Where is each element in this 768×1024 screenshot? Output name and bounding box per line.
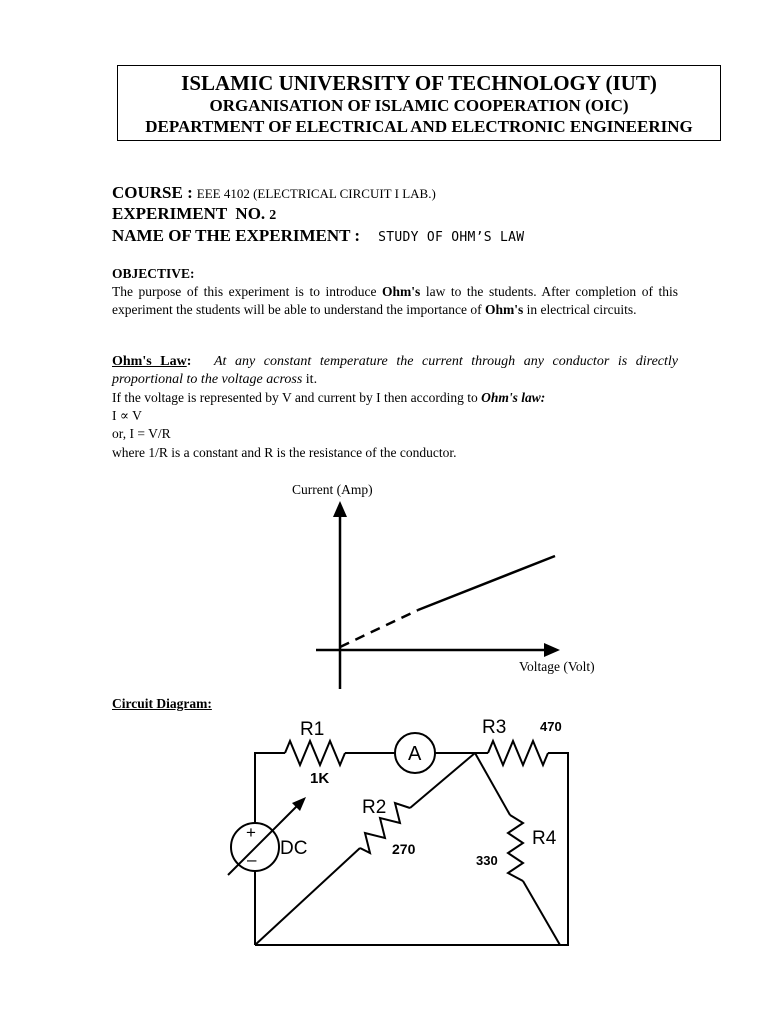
objective-text-1: The purpose of this experiment is to introduce xyxy=(112,284,383,299)
objective-bold-1: Ohm's xyxy=(382,284,421,299)
minus-sign: – xyxy=(247,850,257,869)
y-axis-arrow xyxy=(333,501,347,517)
ammeter-label: A xyxy=(408,743,422,765)
objective-text-2: law to the students. After completion of this experiment the students will be able to understand the importance of xyxy=(112,284,678,317)
circuit-heading: Circuit Diagram: xyxy=(112,696,212,711)
r1-label: R1 xyxy=(300,719,325,740)
objective-paragraph xyxy=(112,283,678,319)
circuit-diagram xyxy=(220,705,600,955)
r3-label: R3 xyxy=(482,717,507,738)
experiment-name-line xyxy=(112,226,524,246)
course-line xyxy=(112,183,436,203)
experiment-line xyxy=(112,204,276,224)
experiment-number: 2 xyxy=(269,208,277,223)
equation-ohms: or, I = V/R xyxy=(112,426,171,441)
r4-label: R4 xyxy=(532,828,557,849)
experiment-label: EXPERIMENT NO. xyxy=(112,204,266,223)
current-voltage-line xyxy=(418,556,555,610)
header-box xyxy=(117,65,721,141)
r4-resistor xyxy=(508,815,523,881)
extrapolated-line xyxy=(340,610,418,647)
ohms-law-statement-end: it. xyxy=(305,372,318,387)
r4-lower-wire xyxy=(523,881,560,945)
r1-resistor xyxy=(285,741,345,765)
r4-value: 330 xyxy=(476,853,498,868)
r2-label: R2 xyxy=(362,797,387,818)
dc-label: DC xyxy=(280,838,308,859)
graph-y-label: Current (Amp) xyxy=(292,482,373,497)
r3-value: 470 xyxy=(540,719,562,734)
department-title: DEPARTMENT OF ELECTRICAL AND ELECTRONIC ENGINEERING xyxy=(145,117,693,136)
experiment-name-label: NAME OF THE EXPERIMENT : xyxy=(112,226,361,245)
experiment-name-value: STUDY OF OHM’S LAW xyxy=(378,230,525,245)
equation-proportional: I ∝ V xyxy=(112,408,142,423)
ohms-law-colon: : xyxy=(186,354,192,369)
objective-heading: OBJECTIVE: xyxy=(112,266,195,281)
graph-x-label: Voltage (Volt) xyxy=(519,659,595,674)
ohms-law-paragraph xyxy=(112,353,678,389)
ohms-law-line2 xyxy=(112,389,545,407)
ohms-law-heading: Ohm's Law xyxy=(112,354,187,369)
university-title: ISLAMIC UNIVERSITY OF TECHNOLOGY (IUT) xyxy=(181,71,657,95)
resistance-note: where 1/R is a constant and R is the resistance of the conductor. xyxy=(112,445,457,460)
plus-sign: + xyxy=(246,823,256,842)
course-value: EEE 4102 (ELECTRICAL CIRCUIT I LAB.) xyxy=(196,186,436,201)
r3-resistor xyxy=(488,741,548,765)
r1-value: 1K xyxy=(310,770,330,787)
ohms-law-line2-text: If the voltage is represented by V and current by I then according to xyxy=(112,390,482,405)
objective-bold-2: Ohm's xyxy=(485,302,524,317)
course-label: COURSE : xyxy=(112,183,193,202)
organisation-title: ORGANISATION OF ISLAMIC COOPERATION (OIC) xyxy=(209,96,629,115)
x-axis-arrow xyxy=(544,643,560,657)
ohms-law-line2-bold: Ohm's law: xyxy=(481,390,546,405)
r2-value: 270 xyxy=(392,841,416,857)
ohms-law-statement: At any constant temperature the current through any conductor is directly proportional to the voltage across xyxy=(112,354,679,387)
objective-text-3: in electrical circuits. xyxy=(523,302,637,317)
